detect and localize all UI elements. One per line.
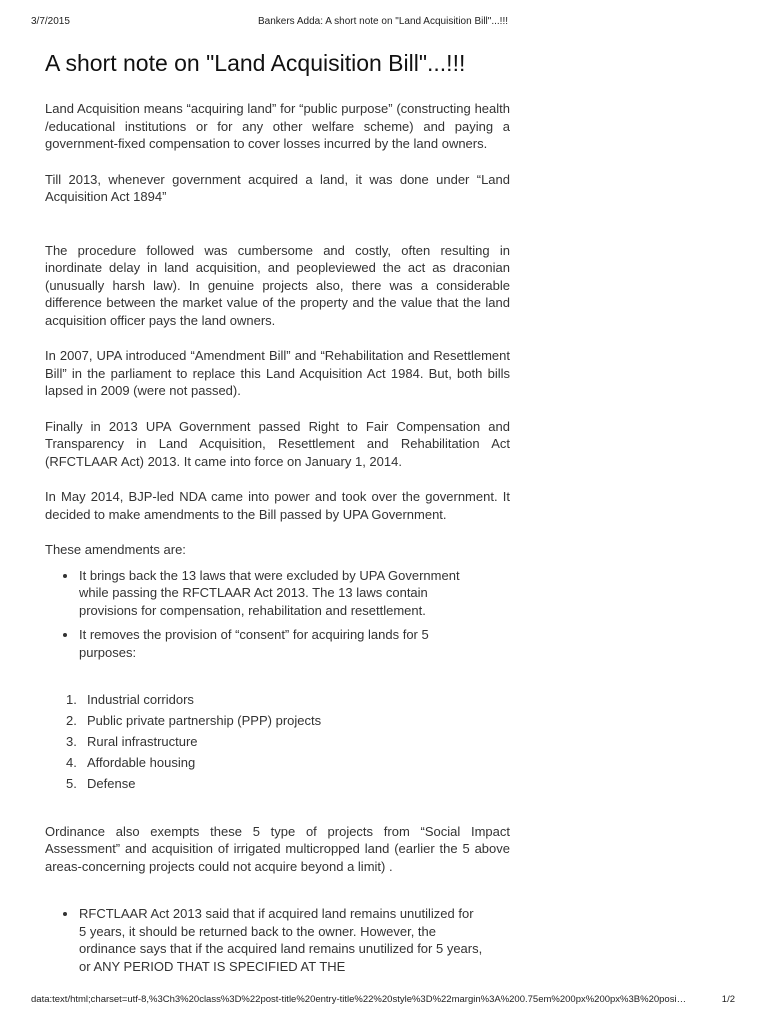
list-item-text: Industrial corridors <box>87 692 194 707</box>
amendments-list <box>45 567 484 662</box>
paragraph-nda-amendments: In May 2014, BJP-led NDA came into power and took over the government. It decided to make amendments to the Bill passed by UPA Government. <box>45 489 510 522</box>
list-item <box>66 691 510 709</box>
list-number: 1. <box>66 692 77 707</box>
paragraph-act-1894: Till 2013, whenever government acquired a land, it was done under “Land Acquisition Act 1894” <box>45 171 510 204</box>
list-item-text: It removes the provision of “consent” for acquiring lands for 5 purposes: <box>79 627 429 660</box>
list-item-text: It brings back the 13 laws that were excluded by UPA Government while passing the RFCTLAAR Act 2013. The 13 laws contain provisions for compensation, rehabilitation and resettlement. <box>79 567 460 618</box>
paragraph-rfctlaar-act: Finally in 2013 UPA Government passed Right to Fair Compensation and Transparency in Land Acquisition, Resettlement and Rehabilitation Act (RFCTLAAR Act) 2013. It came into force on January 1, 2014. <box>45 418 510 469</box>
paragraph-procedure: The procedure followed was cumbersome and costly, often resulting in inordinate delay in land acquisition, and peopleviewed the act as draconian (unusually harsh law). In genuine projects also, there was a considerable difference between the market value of the property and the value that the land acquisition officer pays the land owners. <box>45 242 510 328</box>
list-item-text: Defense <box>87 776 136 791</box>
list-item <box>66 712 510 730</box>
page-number: 1/2 <box>721 994 735 1005</box>
list-item <box>66 754 510 772</box>
list-item <box>79 567 484 620</box>
bullet-icon <box>63 633 67 637</box>
article <box>45 48 510 995</box>
list-number: 4. <box>66 755 77 770</box>
print-header <box>31 16 735 30</box>
list-item <box>79 626 484 661</box>
list-item-text: Public private partnership (PPP) projects <box>87 713 322 728</box>
print-footer <box>31 994 735 1008</box>
paragraph-definition: Land Acquisition means “acquiring land” for “public purpose” (constructing health /educational institutions or for any other welfare scheme) and paying a government-fixed compensation to cover losses incurred by the land owners. <box>45 101 510 151</box>
list-number: 2. <box>66 713 77 728</box>
list-item <box>66 775 510 793</box>
bullet-icon <box>63 574 67 578</box>
list-item <box>79 905 484 975</box>
purposes-list <box>45 691 510 793</box>
paragraph-amendments-intro: These amendments are: <box>45 542 186 557</box>
list-number: 3. <box>66 734 77 749</box>
print-date: 3/7/2015 <box>31 16 70 27</box>
list-item-text: Affordable housing <box>87 755 196 770</box>
bullet-icon <box>63 912 67 916</box>
list-number: 5. <box>66 776 77 791</box>
paragraph-ordinance: Ordinance also exempts these 5 type of projects from “Social Impact Assessment” and acquisition of irrigated multicropped land (earlier the 5 above areas-concerning projects could not acquire beyond a limit) . <box>45 823 510 874</box>
paragraph-2007-bills: In 2007, UPA introduced “Amendment Bill” and “Rehabilitation and Resettlement Bill” in the parliament to replace this Land Acquisition Act 1984. But, both bills lapsed in 2009 (were not passed). <box>45 348 510 398</box>
article-title: A short note on "Land Acquisition Bill"...!!! <box>45 50 466 76</box>
print-url: data:text/html;charset=utf-8,%3Ch3%20class%3D%22post-title%20entry-title%22%20style%3D%22margin%3A%200.75em%200px%200px%3B%20posi… <box>31 994 687 1005</box>
final-points-list <box>45 905 484 975</box>
list-item-text: Rural infrastructure <box>87 734 198 749</box>
list-item-text: RFCTLAAR Act 2013 said that if acquired land remains unutilized for 5 years, it should be returned back to the owner. However, the ordinance says that if the acquired land remains unutilized for 5 years, or ANY PERIOD THAT IS SPECIFIED AT THE <box>79 906 483 974</box>
print-page-title: Bankers Adda: A short note on "Land Acquisition Bill"...!!! <box>257 16 509 27</box>
list-item <box>66 733 510 751</box>
